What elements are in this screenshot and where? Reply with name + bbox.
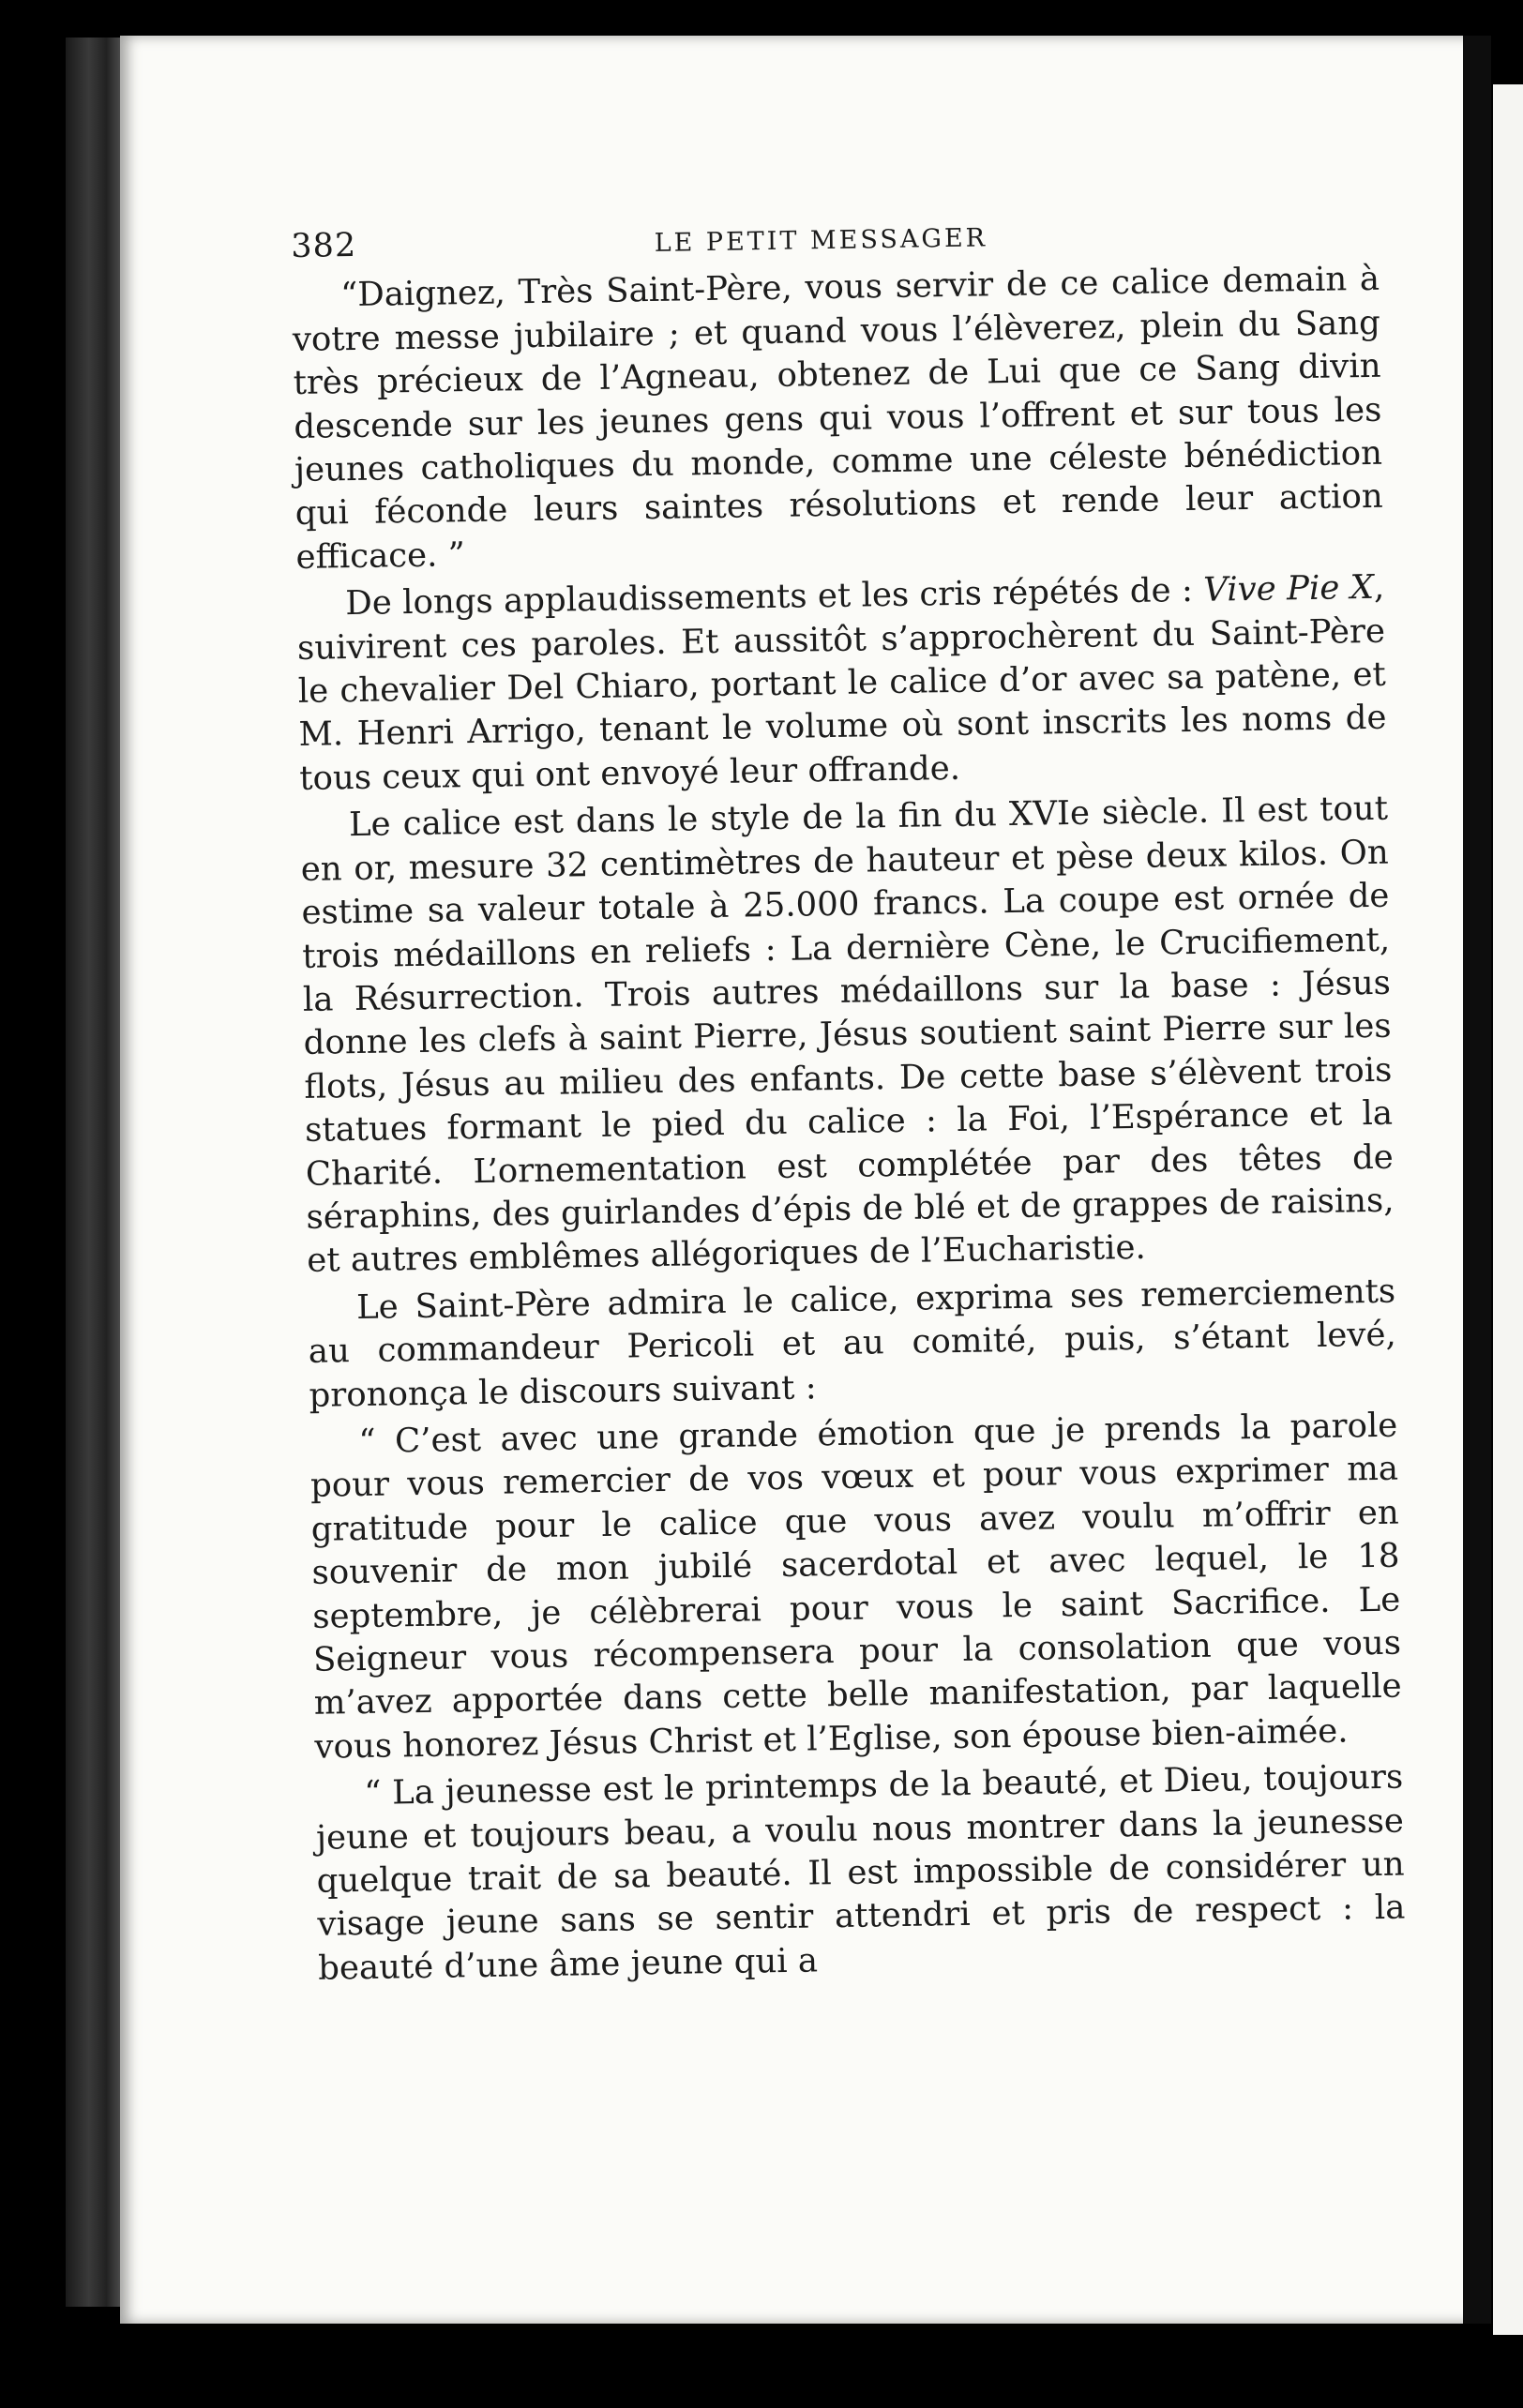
paragraph-5 [309,1405,1403,1769]
running-title: LE PETIT MESSAGER [654,223,988,258]
paragraph-4 [308,1270,1397,1417]
paragraph-text: , suivirent ces paroles. Et aussitôt s’approchèrent du Saint-Père le chevalier Del Chiaro, portant le calice d’or avec sa patène, et M. Henri Arrigo, tenant le volume où sont inscrits les noms de tous ceux qui ont envoyé leur offrande. [296,567,1387,798]
paragraph-2 [296,566,1388,801]
paragraph-text: Le calice est dans le style de la fin du XVIe siècle. Il est tout en or, mesure 32 centimètres de hauteur et pèse deux kilos. On estime sa valeur totale à 25.000 francs. La coupe est ornée de trois médaillons en reliefs : La dernière Cène, le Crucifiement, la Résurrection. Trois autres médaillons sur la base : Jésus donne les clefs à saint Pierre, Jésus soutient saint Pierre sur les flots, Jésus au milieu des enfants. De cette base s’élèvent trois statues formant le pied du calice : la Foi, l’Espérance et la Charité. L’ornementation est complétée par des têtes de séraphins, des guirlandes d’épis de blé et de grappes de raisins, et autres emblêmes allégoriques de l’Eucharistie. [300,789,1395,1281]
paragraph-text: Le Saint-Père admira le calice, exprima ses remerciements au commandeur Pericoli et au comité, puis, s’étant levé, prononça le discours suivant : [308,1272,1397,1415]
paragraph-3 [300,788,1395,1284]
book-gutter [1463,36,1491,2324]
book-fore-edge [66,38,124,2307]
italic-exclamation: Vive Pie X [1202,568,1375,610]
paragraph-text: De longs applaudissements et les cris répétés de : [345,571,1204,624]
paragraph-text: “Daignez, Très Saint-Père, vous servir de ce calice demain à votre messe jubilaire ; et quand vous l’élèverez, plein du Sang très précieux de l’Agneau, obtenez de Lui que ce Sang divin descende sur les jeunes gens qui vous l’offrent et sur tous les jeunes catholiques du monde, comme une céleste bénédiction qui féconde leurs saintes résolutions et rende leur action efficace. ” [292,260,1384,577]
paragraph-text: “ La jeunesse est le printemps de la beauté, et Dieu, toujours jeune et toujours beau, a voulu nous montrer dans la jeunesse quelque trait de sa beauté. Il est impossible de considérer un visage jeune sans se sentir attendri et pris de respect : la beauté d’une âme jeune qui a [315,1757,1406,1988]
page-number: 382 [291,226,357,265]
paragraph-6 [315,1756,1407,1991]
page-text [291,208,1406,1991]
paragraph-text: “ C’est avec une grande émotion que je prends la parole pour vous remercier de vos vœux et pour vous exprimer ma gratitude pour le calice que vous avez voulu m’offrir en souvenir de mon jubilé sacerdotal et avec lequel, le 18 septembre, je célèbrerai pour vous le saint Sacrifice. Le Seigneur vous récompensera pour la consolation que vous m’avez apportée dans cette belle manifestation, par laquelle vous honorez Jésus Christ et l’Eglise, son épouse bien-aimée. [309,1406,1402,1767]
paragraph-1 [292,258,1384,579]
facing-page-edge [1493,84,1523,2335]
